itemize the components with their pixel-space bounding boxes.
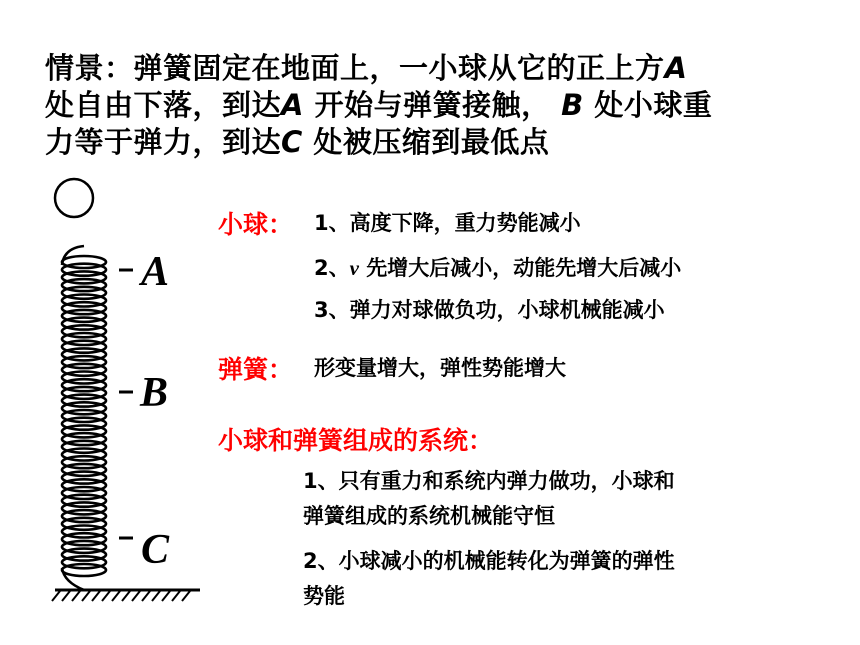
scenario-line-3 xyxy=(45,124,549,160)
label-b: B xyxy=(140,370,169,416)
spring-coil-icon xyxy=(62,246,106,590)
scenario-text: 力等于弹力，到达 xyxy=(45,125,282,159)
label-a: A xyxy=(141,249,170,295)
var-c: C xyxy=(281,125,303,159)
spring-figure xyxy=(40,170,210,610)
var-a: A xyxy=(281,88,304,122)
system-item-1-line-1: 1、只有重力和系统内弹力做功，小球和 xyxy=(303,469,675,493)
ball-icon xyxy=(55,179,93,217)
label-c: C xyxy=(141,527,170,573)
system-item-1-line-2: 弹簧组成的系统机械能守恒 xyxy=(303,504,555,528)
ball-item-2-text: 先增大后减小，动能先增大后减小 xyxy=(358,256,682,280)
ball-item-1: 1、高度下降，重力势能减小 xyxy=(314,211,581,235)
scenario-text: 开始与弹簧接触， xyxy=(303,88,562,122)
var-b: B xyxy=(561,88,584,122)
system-item-2-line-1: 2、小球减小的机械能转化为弹簧的弹性 xyxy=(303,549,675,573)
spring-text: 形变量增大，弹性势能增大 xyxy=(314,356,566,380)
spring-heading: 弹簧： xyxy=(218,355,294,384)
var-a: A xyxy=(664,51,688,85)
var-v: v xyxy=(349,256,359,280)
scenario-text: 处自由下落，到达 xyxy=(45,88,282,122)
ball-heading: 小球： xyxy=(218,210,294,239)
scenario-line-1 xyxy=(45,50,687,86)
scenario-text: 情景：弹簧固定在地面上，一小球从它的正上方 xyxy=(45,51,665,85)
scenario-text: 处小球重 xyxy=(583,88,713,122)
system-heading: 小球和弹簧组成的系统： xyxy=(218,426,494,455)
ground-hatch xyxy=(52,591,190,601)
scenario-line-2 xyxy=(45,87,712,123)
ball-item-3: 3、弹力对球做负功，小球机械能减小 xyxy=(314,298,665,322)
ball-item-2-prefix: 2、 xyxy=(314,256,350,280)
scenario-text: 处被压缩到最低点 xyxy=(302,125,550,159)
ball-item-2 xyxy=(314,252,681,282)
system-item-2-line-2: 势能 xyxy=(303,584,345,608)
